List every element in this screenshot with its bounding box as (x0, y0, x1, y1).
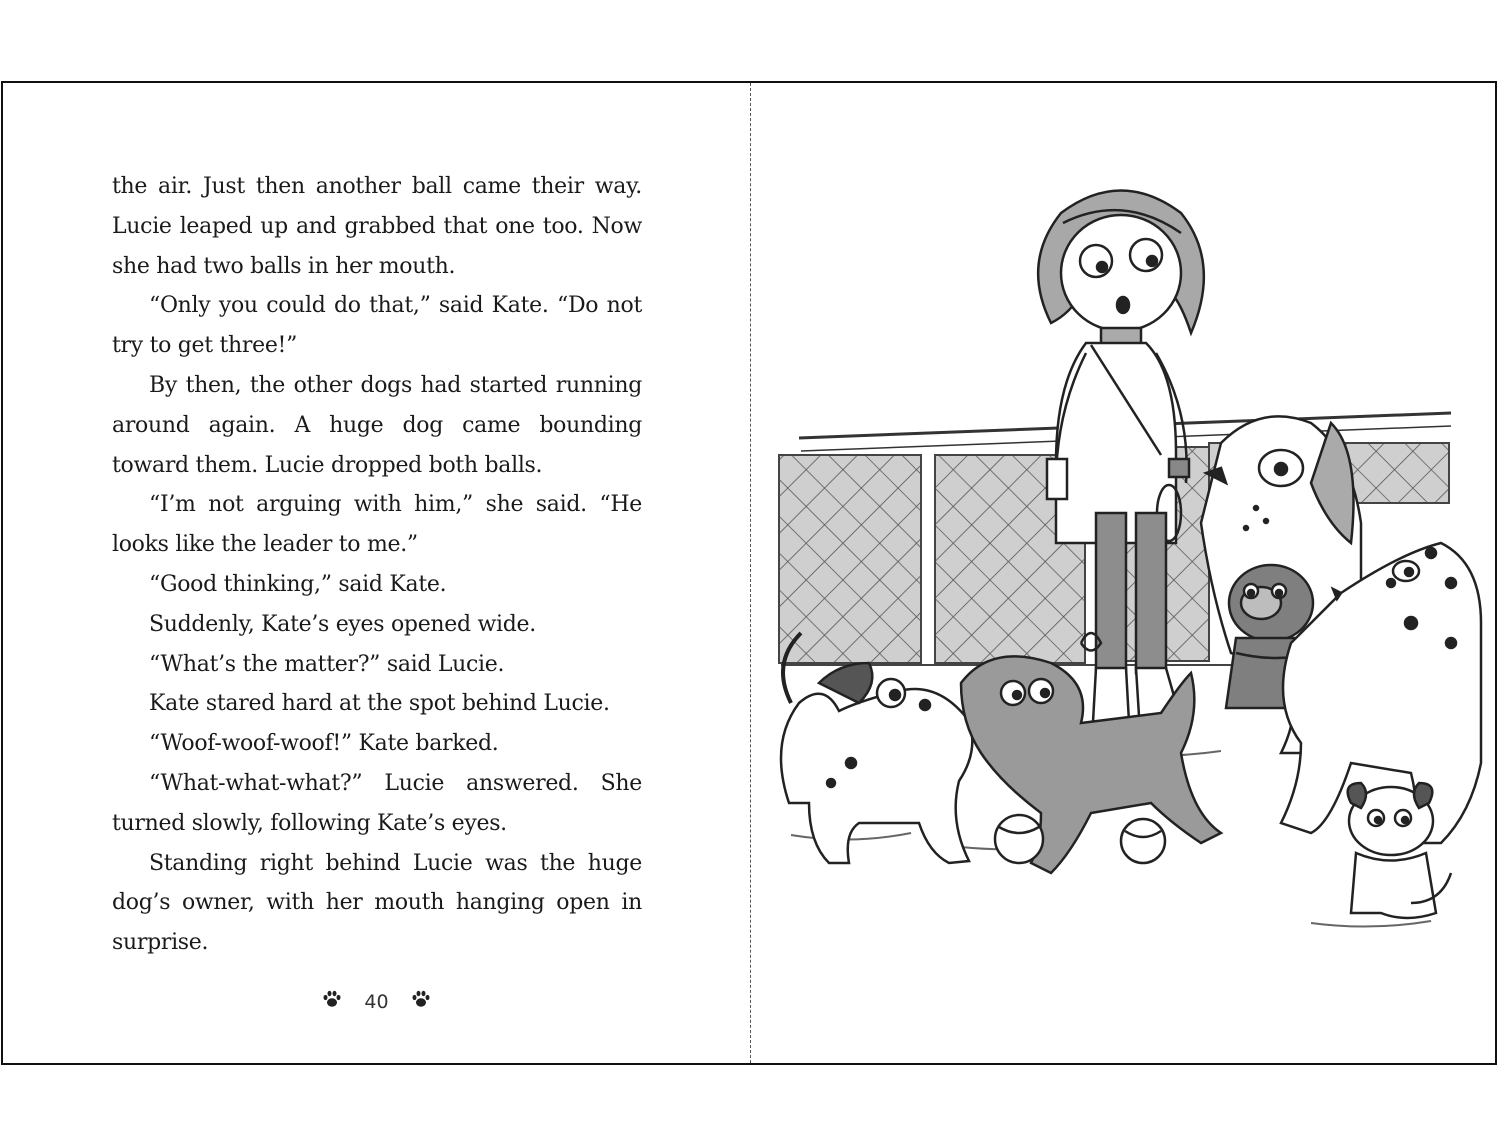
paragraph: Standing right behind Lucie was the huge dog’s owner, with her mouth hanging open in surprise. (112, 850, 642, 956)
paragraph: Suddenly, Kate’s eyes opened wide. (149, 611, 536, 637)
paragraph: Kate stared hard at the spot behind Lucie. (149, 691, 610, 717)
paragraph: “Good thinking,” said Kate. (149, 571, 447, 597)
book-spread (1, 81, 1497, 1065)
page-number: 40 (364, 990, 389, 1013)
paw-print-icon (322, 989, 342, 1014)
spotted-puppy (781, 633, 972, 863)
paragraph: “Only you could do that,” said Kate. “Do not try to get three!” (112, 293, 642, 359)
dog-park-illustration (751, 83, 1497, 1063)
paw-print-icon (411, 989, 431, 1014)
paragraph: the air. Just then another ball came their way. Lucie leaped up and grabbed that one too. Now she had two balls in her mouth. (112, 174, 642, 279)
page-folio (3, 989, 750, 1014)
illustration-page (751, 83, 1497, 1063)
paragraph: “What-what-what?” Lucie answered. She turned slowly, following Kate’s eyes. (112, 770, 642, 836)
paragraph: By then, the other dogs had started running around again. A huge dog came bounding toward them. Lucie dropped both balls. (112, 372, 642, 478)
paragraph: “I’m not arguing with him,” she said. “He looks like the leader to me.” (112, 492, 642, 558)
body-text (112, 167, 642, 963)
text-page (3, 83, 750, 1063)
paragraph: “Woof-woof-woof!” Kate barked. (149, 731, 499, 757)
paragraph: “What’s the matter?” said Lucie. (149, 651, 505, 677)
